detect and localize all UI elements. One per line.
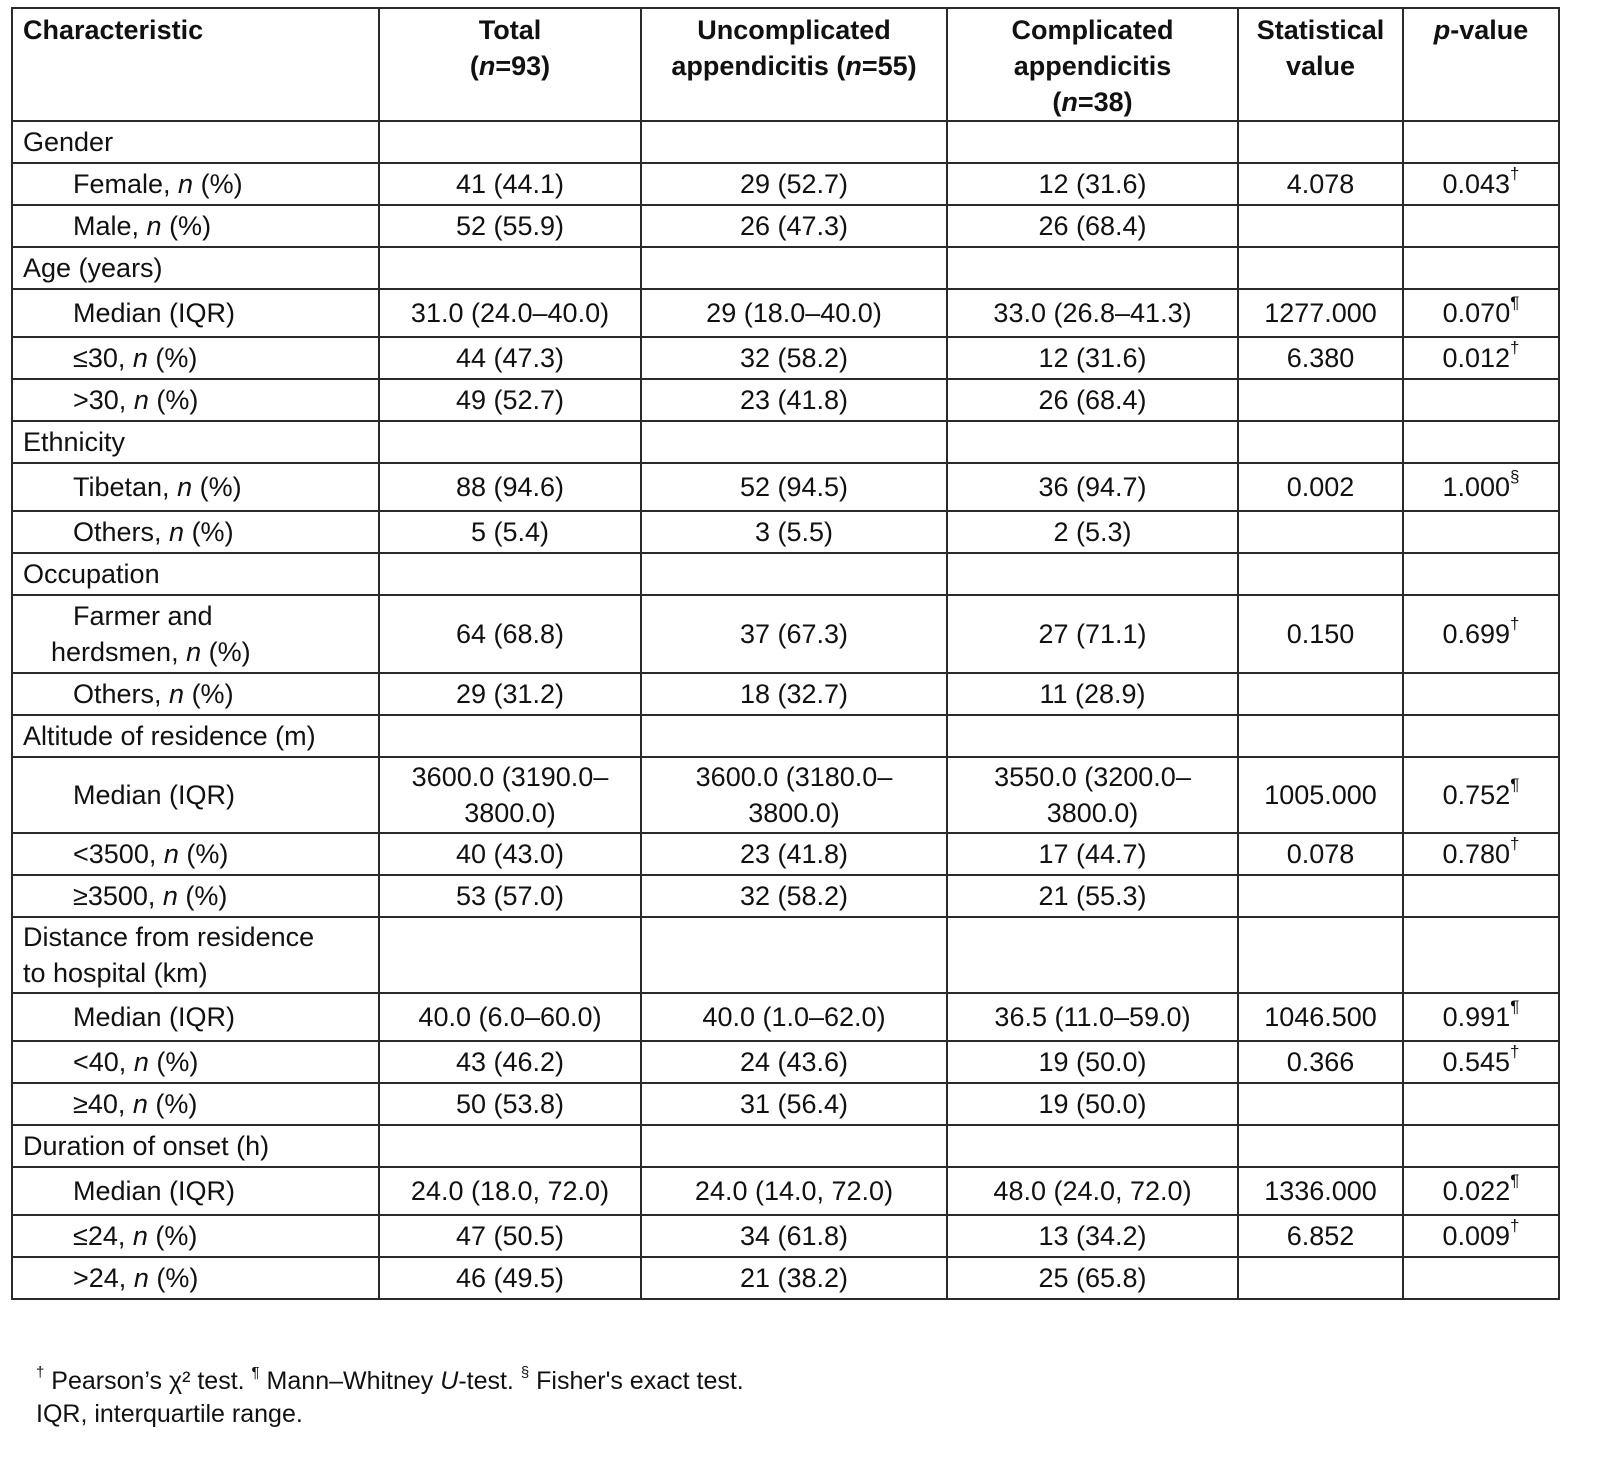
row-label: Median (IQR) xyxy=(12,1167,379,1215)
cell-complicated: 48.0 (24.0, 72.0) xyxy=(947,1167,1238,1215)
row-label: <3500, n (%) xyxy=(12,833,379,875)
row-label: Others, n (%) xyxy=(12,511,379,553)
cell-p: 0.009† xyxy=(1403,1215,1559,1257)
cell-total: 64 (68.8) xyxy=(379,595,641,673)
cell-stat xyxy=(1238,1257,1403,1299)
cell-p: 0.991¶ xyxy=(1403,993,1559,1041)
cell-uncomplicated: 40.0 (1.0–62.0) xyxy=(641,993,947,1041)
category-label: Age (years) xyxy=(12,247,379,289)
cell-complicated: 2 (5.3) xyxy=(947,511,1238,553)
cell-p: 0.022¶ xyxy=(1403,1167,1559,1215)
table-row xyxy=(12,289,1559,337)
cell-p: 0.012† xyxy=(1403,337,1559,379)
table-footnotes xyxy=(36,1365,744,1431)
footnote-mark: † xyxy=(1510,614,1520,633)
cell-uncomplicated: 34 (61.8) xyxy=(641,1215,947,1257)
category-row-duration xyxy=(12,1125,1559,1167)
row-label: <40, n (%) xyxy=(12,1041,379,1083)
baseline-characteristics-table-container xyxy=(11,7,1558,1300)
cell-stat: 0.078 xyxy=(1238,833,1403,875)
table-row xyxy=(12,1041,1559,1083)
cell-total: 43 (46.2) xyxy=(379,1041,641,1083)
cell-complicated: 21 (55.3) xyxy=(947,875,1238,917)
cell-stat: 0.366 xyxy=(1238,1041,1403,1083)
cell-uncomplicated: 24.0 (14.0, 72.0) xyxy=(641,1167,947,1215)
category-label: Gender xyxy=(12,121,379,163)
cell-uncomplicated: 23 (41.8) xyxy=(641,379,947,421)
cell-p xyxy=(1403,205,1559,247)
cell-uncomplicated: 32 (58.2) xyxy=(641,875,947,917)
cell-uncomplicated: 29 (18.0–40.0) xyxy=(641,289,947,337)
header-total: Total (n=93) xyxy=(379,8,641,121)
cell-stat: 0.002 xyxy=(1238,463,1403,511)
cell-stat: 6.852 xyxy=(1238,1215,1403,1257)
cell-total: 46 (49.5) xyxy=(379,1257,641,1299)
table-row xyxy=(12,833,1559,875)
cell-total: 3600.0 (3190.0– 3800.0) xyxy=(379,757,641,833)
cell-uncomplicated: 24 (43.6) xyxy=(641,1041,947,1083)
footnote-mark: † xyxy=(1510,834,1520,853)
cell-stat xyxy=(1238,673,1403,715)
cell-uncomplicated: 37 (67.3) xyxy=(641,595,947,673)
category-label: Duration of onset (h) xyxy=(12,1125,379,1167)
cell-p: 0.070¶ xyxy=(1403,289,1559,337)
table-row xyxy=(12,673,1559,715)
cell-stat xyxy=(1238,205,1403,247)
cell-stat xyxy=(1238,875,1403,917)
cell-uncomplicated: 3 (5.5) xyxy=(641,511,947,553)
section-mark: § xyxy=(520,1363,530,1381)
row-label: Median (IQR) xyxy=(12,289,379,337)
cell-stat: 1336.000 xyxy=(1238,1167,1403,1215)
header-p-value: p-value xyxy=(1403,8,1559,121)
header-uncomplicated: Uncomplicated appendicitis (n=55) xyxy=(641,8,947,121)
cell-stat: 6.380 xyxy=(1238,337,1403,379)
table-row xyxy=(12,595,1559,673)
cell-total: 41 (44.1) xyxy=(379,163,641,205)
footnote-mark: † xyxy=(1510,1216,1520,1235)
footnote-mark: § xyxy=(1510,467,1520,486)
cell-stat xyxy=(1238,511,1403,553)
row-label: Others, n (%) xyxy=(12,673,379,715)
table-row xyxy=(12,993,1559,1041)
cell-total: 52 (55.9) xyxy=(379,205,641,247)
footnote-mark: † xyxy=(1510,1042,1520,1061)
table-row xyxy=(12,337,1559,379)
row-label: >30, n (%) xyxy=(12,379,379,421)
cell-p: 0.780† xyxy=(1403,833,1559,875)
cell-complicated: 19 (50.0) xyxy=(947,1083,1238,1125)
cell-uncomplicated: 52 (94.5) xyxy=(641,463,947,511)
table-row xyxy=(12,511,1559,553)
footnote-mark: ¶ xyxy=(1510,1171,1520,1190)
cell-complicated: 11 (28.9) xyxy=(947,673,1238,715)
cell-complicated: 26 (68.4) xyxy=(947,379,1238,421)
cell-uncomplicated: 18 (32.7) xyxy=(641,673,947,715)
cell-p xyxy=(1403,875,1559,917)
dagger-mark: † xyxy=(36,1363,45,1381)
cell-p: 1.000§ xyxy=(1403,463,1559,511)
cell-uncomplicated: 26 (47.3) xyxy=(641,205,947,247)
cell-complicated: 19 (50.0) xyxy=(947,1041,1238,1083)
cell-complicated: 12 (31.6) xyxy=(947,163,1238,205)
cell-total: 88 (94.6) xyxy=(379,463,641,511)
footnote-tests: † Pearson’s χ² test. ¶ Mann–Whitney U-test. § Fisher's exact test. xyxy=(36,1363,744,1395)
table-row xyxy=(12,1257,1559,1299)
cell-uncomplicated: 3600.0 (3180.0– 3800.0) xyxy=(641,757,947,833)
table-row xyxy=(12,463,1559,511)
cell-uncomplicated: 32 (58.2) xyxy=(641,337,947,379)
cell-stat: 0.150 xyxy=(1238,595,1403,673)
cell-total: 40.0 (6.0–60.0) xyxy=(379,993,641,1041)
cell-stat: 1005.000 xyxy=(1238,757,1403,833)
cell-stat xyxy=(1238,1083,1403,1125)
cell-complicated: 13 (34.2) xyxy=(947,1215,1238,1257)
footnote-mark: ¶ xyxy=(1510,293,1520,312)
cell-p xyxy=(1403,1083,1559,1125)
cell-p: 0.752¶ xyxy=(1403,757,1559,833)
table-row xyxy=(12,1215,1559,1257)
row-label: ≥40, n (%) xyxy=(12,1083,379,1125)
table-row xyxy=(12,163,1559,205)
category-row-ethnicity xyxy=(12,421,1559,463)
row-label: Male, n (%) xyxy=(12,205,379,247)
cell-stat: 4.078 xyxy=(1238,163,1403,205)
header-complicated: Complicated appendicitis (n=38) xyxy=(947,8,1238,121)
category-row-distance xyxy=(12,917,1559,993)
cell-p xyxy=(1403,673,1559,715)
cell-total: 47 (50.5) xyxy=(379,1215,641,1257)
cell-total: 29 (31.2) xyxy=(379,673,641,715)
cell-total: 40 (43.0) xyxy=(379,833,641,875)
footnote-iqr: IQR, interquartile range. xyxy=(36,1400,303,1428)
row-label: Tibetan, n (%) xyxy=(12,463,379,511)
category-label: Distance from residence to hospital (km) xyxy=(12,917,379,993)
category-row-altitude xyxy=(12,715,1559,757)
cell-complicated: 12 (31.6) xyxy=(947,337,1238,379)
footnote-mark: † xyxy=(1510,164,1520,183)
cell-total: 44 (47.3) xyxy=(379,337,641,379)
category-label: Altitude of residence (m) xyxy=(12,715,379,757)
table-row xyxy=(12,379,1559,421)
row-label: Median (IQR) xyxy=(12,757,379,833)
cell-uncomplicated: 21 (38.2) xyxy=(641,1257,947,1299)
cell-p xyxy=(1403,379,1559,421)
cell-complicated: 3550.0 (3200.0– 3800.0) xyxy=(947,757,1238,833)
table-row xyxy=(12,757,1559,833)
row-label: ≤30, n (%) xyxy=(12,337,379,379)
header-row xyxy=(12,8,1559,121)
cell-uncomplicated: 23 (41.8) xyxy=(641,833,947,875)
footnote-mark: † xyxy=(1510,338,1520,357)
cell-complicated: 36 (94.7) xyxy=(947,463,1238,511)
cell-complicated: 27 (71.1) xyxy=(947,595,1238,673)
cell-total: 49 (52.7) xyxy=(379,379,641,421)
category-row-occupation xyxy=(12,553,1559,595)
category-label: Ethnicity xyxy=(12,421,379,463)
cell-p xyxy=(1403,1257,1559,1299)
category-label: Occupation xyxy=(12,553,379,595)
row-label: ≤24, n (%) xyxy=(12,1215,379,1257)
row-label: Median (IQR) xyxy=(12,993,379,1041)
cell-total: 31.0 (24.0–40.0) xyxy=(379,289,641,337)
cell-total: 50 (53.8) xyxy=(379,1083,641,1125)
cell-total: 24.0 (18.0, 72.0) xyxy=(379,1167,641,1215)
footnote-mark: ¶ xyxy=(1510,997,1520,1016)
row-label: Female, n (%) xyxy=(12,163,379,205)
cell-p: 0.043† xyxy=(1403,163,1559,205)
category-row-gender xyxy=(12,121,1559,163)
cell-total: 53 (57.0) xyxy=(379,875,641,917)
cell-uncomplicated: 29 (52.7) xyxy=(641,163,947,205)
table-row xyxy=(12,875,1559,917)
row-label: >24, n (%) xyxy=(12,1257,379,1299)
cell-p: 0.545† xyxy=(1403,1041,1559,1083)
header-statistical-value: Statistical value xyxy=(1238,8,1403,121)
table-row xyxy=(12,205,1559,247)
pilcrow-mark: ¶ xyxy=(251,1363,260,1381)
cell-stat xyxy=(1238,379,1403,421)
baseline-characteristics-table xyxy=(11,7,1560,1300)
header-characteristic: Characteristic xyxy=(12,8,379,121)
category-row-age xyxy=(12,247,1559,289)
cell-complicated: 33.0 (26.8–41.3) xyxy=(947,289,1238,337)
row-label: ≥3500, n (%) xyxy=(12,875,379,917)
cell-complicated: 26 (68.4) xyxy=(947,205,1238,247)
cell-total: 5 (5.4) xyxy=(379,511,641,553)
cell-complicated: 36.5 (11.0–59.0) xyxy=(947,993,1238,1041)
cell-uncomplicated: 31 (56.4) xyxy=(641,1083,947,1125)
cell-stat: 1046.500 xyxy=(1238,993,1403,1041)
cell-stat: 1277.000 xyxy=(1238,289,1403,337)
table-row xyxy=(12,1083,1559,1125)
cell-p: 0.699† xyxy=(1403,595,1559,673)
cell-complicated: 17 (44.7) xyxy=(947,833,1238,875)
row-label: Farmer and herdsmen, n (%) xyxy=(12,595,379,673)
footnote-mark: ¶ xyxy=(1510,775,1520,794)
cell-complicated: 25 (65.8) xyxy=(947,1257,1238,1299)
table-row xyxy=(12,1167,1559,1215)
cell-p xyxy=(1403,511,1559,553)
